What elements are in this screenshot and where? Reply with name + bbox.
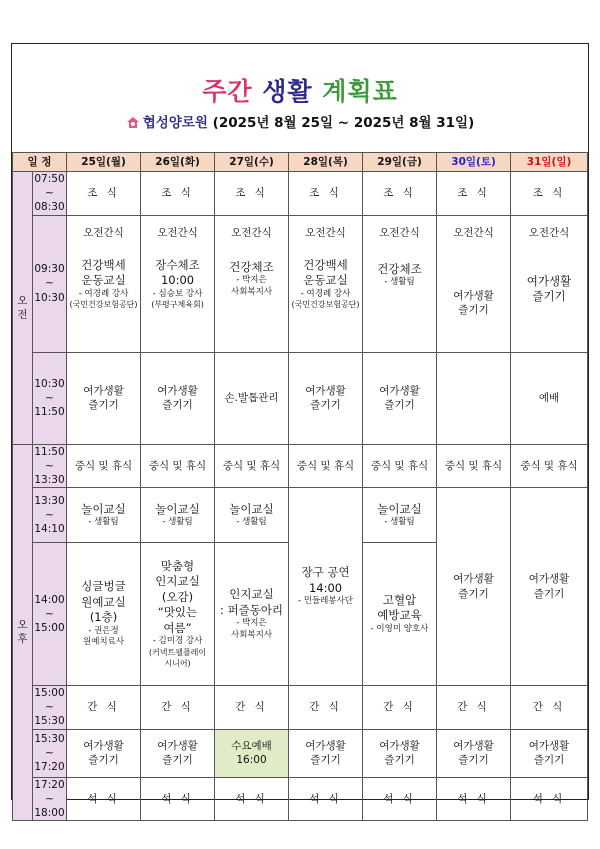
day-mon: 25일(월) — [67, 153, 141, 172]
schedule-table — [12, 152, 588, 821]
period-am: 오 전 — [13, 172, 33, 445]
snack-cell: 간 식 — [363, 686, 437, 730]
list-item: 여가생활 즐기기 — [141, 352, 215, 444]
snack-cell: 간 식 — [215, 686, 289, 730]
list-item: 여가생활 즐기기 — [511, 488, 588, 686]
list-item: 장구 공연 14:00 - 민들레봉사단 — [289, 488, 363, 686]
lunch-cell: 중식 및 휴식 — [67, 444, 141, 488]
time-cell: 15:00 ~ 15:30 — [34, 687, 65, 728]
snack-cell: 간 식 — [141, 686, 215, 730]
date-range: (2025년 8월 25일 ~ 2025년 8월 31일) — [212, 115, 475, 131]
list-item: 오전간식 여가생활 즐기기 — [511, 215, 588, 352]
lunch-cell: 중식 및 휴식 — [437, 444, 511, 488]
time-cell: 09:30 ~ 10:30 — [33, 215, 67, 352]
time-cell: 15:30 ~ 17:20 — [33, 729, 67, 777]
org-name: 협성양로원 — [142, 115, 208, 131]
snack-cell: 간 식 — [289, 686, 363, 730]
list-item: 수요예배 16:00 — [215, 729, 289, 777]
breakfast-cell: 조 식 — [437, 172, 511, 216]
list-item: 오전간식 장수체조 10:00 - 심승보 강사 (부평구체육회) — [141, 215, 215, 352]
day-tue: 26일(화) — [141, 153, 215, 172]
day-sun: 31일(일) — [511, 153, 588, 172]
list-item: 예배 — [511, 352, 588, 444]
list-item: 여가생활 즐기기 — [437, 488, 511, 686]
list-item: 여가생활 즐기기 — [67, 729, 141, 777]
table-row — [13, 488, 588, 543]
org-logo-icon — [126, 116, 140, 129]
time-cell: 14:00 ~ 15:00 — [33, 543, 67, 686]
time-cell: 17:20 ~ 18:00 — [34, 778, 65, 819]
dinner-cell: 석 식 — [67, 777, 141, 821]
header — [12, 44, 588, 152]
table-row — [13, 215, 588, 352]
list-item: 놀이교실 - 생활팀 — [67, 488, 141, 543]
snack-cell: 간 식 — [67, 686, 141, 730]
list-item: 여가생활 즐기기 — [289, 729, 363, 777]
list-item: 손.발톱관리 — [215, 352, 289, 444]
list-item: 여가생활 즐기기 — [437, 352, 511, 444]
dinner-cell: 석 식 — [141, 777, 215, 821]
day-fri: 29일(금) — [363, 153, 437, 172]
list-item: 맞춤형 인지교실 (오감) “맛있는 여름” - 김미경 강사 (커넥트웰플레이 시니어) — [141, 543, 215, 686]
breakfast-cell: 조 식 — [141, 172, 215, 216]
list-item: 고혈압 예방교육 - 이영미 양호사 — [363, 543, 437, 686]
list-item: 여가생활 즐기기 — [511, 729, 588, 777]
time-cell: 11:50 ~ 13:30 — [34, 445, 65, 486]
list-item: 여가생활 즐기기 — [141, 729, 215, 777]
lunch-cell: 중식 및 휴식 — [215, 444, 289, 488]
table-row — [13, 352, 588, 444]
schedule-frame — [11, 43, 589, 819]
breakfast-cell: 조 식 — [215, 172, 289, 216]
lunch-cell: 중식 및 휴식 — [511, 444, 588, 488]
time-cell: 07:50 ~ 08:30 — [34, 173, 65, 214]
snack-cell: 간 식 — [437, 686, 511, 730]
list-item: 인지교실 : 퍼즐동아리 - 박지은 사회복지사 — [215, 543, 289, 686]
table-row — [13, 777, 588, 821]
list-item: 여가생활 즐기기 — [363, 352, 437, 444]
table-row — [13, 444, 588, 488]
list-item: 놀이교실 - 생활팀 — [141, 488, 215, 543]
day-header-row — [13, 153, 588, 172]
breakfast-cell: 조 식 — [67, 172, 141, 216]
dinner-cell: 석 식 — [511, 777, 588, 821]
list-item: 여가생활 즐기기 — [67, 352, 141, 444]
subtitle — [12, 111, 588, 131]
dinner-cell: 석 식 — [363, 777, 437, 821]
breakfast-cell: 조 식 — [363, 172, 437, 216]
table-row — [13, 686, 588, 730]
dinner-cell: 석 식 — [289, 777, 363, 821]
list-item: 오전간식 건강체조 - 생활팀 — [363, 215, 437, 352]
day-thu: 28일(목) — [289, 153, 363, 172]
list-item: 여가생활 즐기기 — [437, 729, 511, 777]
list-item: 오전간식 — [437, 215, 511, 352]
list-item: 여가생활 즐기기 — [289, 352, 363, 444]
time-cell: 10:30 ~ 11:50 — [33, 352, 67, 444]
table-row — [13, 172, 588, 216]
day-sat: 30일(토) — [437, 153, 511, 172]
list-item: 오전간식 건강백세 운동교실 - 여경례 강사 (국민건강보험공단) — [67, 215, 141, 352]
period-pm: 오 후 — [13, 444, 33, 821]
list-item: 오전간식 건강백세 운동교실 - 여경례 강사 (국민건강보험공단) — [289, 215, 363, 352]
dinner-cell: 석 식 — [437, 777, 511, 821]
lunch-cell: 중식 및 휴식 — [363, 444, 437, 488]
list-item: 여가생활 즐기기 — [363, 729, 437, 777]
table-row — [13, 729, 588, 777]
snack-cell: 간 식 — [511, 686, 588, 730]
list-item: 놀이교실 - 생활팀 — [363, 488, 437, 543]
lunch-cell: 중식 및 휴식 — [141, 444, 215, 488]
list-item: 놀이교실 - 생활팀 — [215, 488, 289, 543]
list-item: 오전간식 건강체조 - 박지은 사회복지사 — [215, 215, 289, 352]
dinner-cell: 석 식 — [215, 777, 289, 821]
breakfast-cell: 조 식 — [289, 172, 363, 216]
day-wed: 27일(수) — [215, 153, 289, 172]
lunch-cell: 중식 및 휴식 — [289, 444, 363, 488]
page-title: 주간 생활 계획표 — [202, 77, 398, 106]
breakfast-cell: 조 식 — [511, 172, 588, 216]
list-item: 싱글벙글 원예교실 (1층) - 권은정 원예치료사 — [67, 543, 141, 686]
schedule-label: 일 정 — [13, 153, 67, 172]
time-cell: 13:30 ~ 14:10 — [33, 488, 67, 543]
